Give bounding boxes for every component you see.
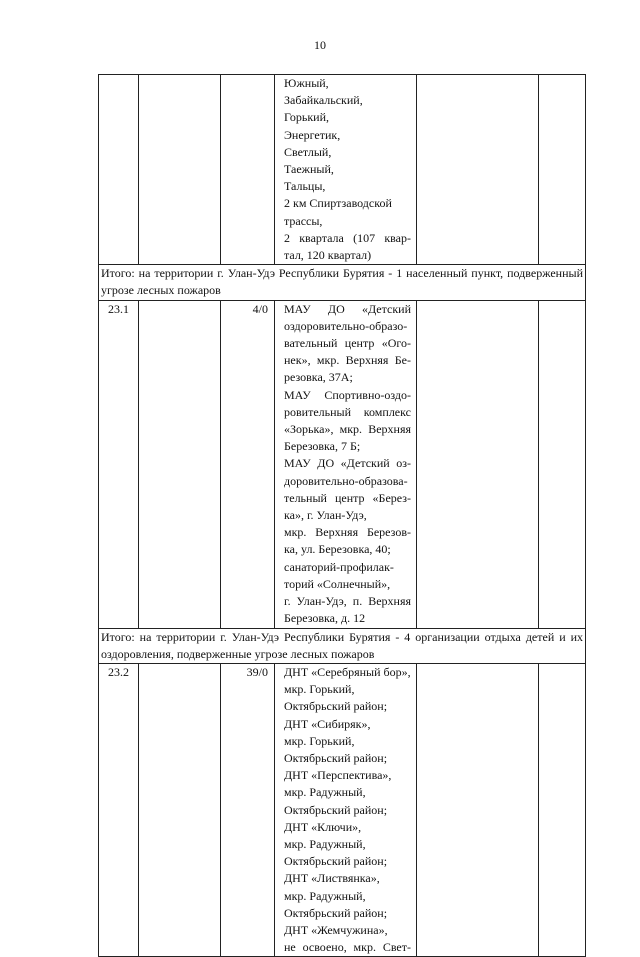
text-line: ка, ул. Березовка, 40; — [284, 542, 391, 557]
data-table — [98, 74, 586, 957]
text-line: ДНТ «Сибиряк», — [284, 716, 371, 731]
empty-cell — [417, 663, 539, 956]
row-number-cell: 23.1 — [99, 300, 139, 628]
text-line: мкр. Радужный, — [284, 836, 366, 851]
text-line: ДНТ «Перспектива», — [284, 768, 392, 783]
text-line: тельный центр «Берез- — [284, 490, 411, 505]
text-line: Октябрьский район; — [284, 699, 388, 714]
text-line: МАУ ДО «Детский оз- — [284, 456, 411, 471]
summary-row — [99, 628, 586, 663]
text-line: Березовка, 7 Б; — [284, 439, 361, 454]
text-line: ДНТ «Серебряный бор», — [284, 664, 411, 679]
text-line: не освоено, мкр. Свет- — [284, 940, 411, 955]
text-line: ДНТ «Жемчужина», — [284, 922, 388, 937]
text-line: тал, 120 квартал) — [284, 248, 372, 263]
text-line: мкр. Радужный, — [284, 888, 366, 903]
text-line: Южный, — [284, 76, 329, 90]
empty-cell — [139, 75, 221, 265]
text-line: мкр. Радужный, — [284, 785, 366, 800]
count-cell: 4/0 — [221, 300, 275, 628]
text-line: Октябрьский район; — [284, 802, 388, 817]
text-line: мкр. Горький, — [284, 733, 355, 748]
text-line: нек», мкр. Верхняя Бе- — [284, 353, 411, 368]
text-line: Октябрьский район; — [284, 854, 388, 869]
text-line: Березовка, д. 12 — [284, 611, 366, 626]
text-line: ДНТ «Ключи», — [284, 819, 362, 834]
text-line: ровительный комплекс — [284, 404, 411, 419]
text-line: МАУ ДО «Детский — [284, 301, 411, 316]
text-line: Таежный, — [284, 162, 334, 177]
row-number-cell — [99, 75, 139, 265]
text-line: ДНТ «Листвянка», — [284, 871, 380, 886]
text-line: санаторий-профилак- — [284, 559, 394, 574]
empty-cell — [539, 300, 586, 628]
text-line: оздоровительно-образо- — [284, 318, 408, 333]
text-line: трассы, — [284, 213, 323, 228]
text-line: мкр. Верхняя Березов- — [284, 525, 411, 540]
summary-text: Итого: на территории г. Улан-Удэ Республики Бурятия - 1 населенный пункт, подверженный угрозе лесных пожаров — [99, 265, 586, 300]
table-row — [99, 300, 586, 628]
empty-cell — [139, 663, 221, 956]
objects-cell — [275, 663, 417, 956]
text-line: мкр. Горький, — [284, 682, 355, 697]
empty-cell — [417, 75, 539, 265]
count-cell — [221, 75, 275, 265]
text-line: Энергетик, — [284, 127, 341, 142]
text-line: Забайкальский, — [284, 93, 363, 108]
table-row — [99, 75, 586, 265]
page-number: 10 — [314, 38, 326, 52]
text-line: резовка, 37А; — [284, 370, 353, 385]
empty-cell — [417, 300, 539, 628]
text-line: ка», г. Улан-Удэ, — [284, 508, 367, 523]
text-line: Светлый, — [284, 144, 332, 159]
objects-cell — [275, 300, 417, 628]
text-line: 2 квартала (107 квар- — [284, 230, 411, 245]
text-line: Октябрьский район; — [284, 905, 388, 920]
objects-cell — [275, 75, 417, 265]
text-line: торий «Солнечный», — [284, 576, 391, 591]
empty-cell — [139, 300, 221, 628]
row-number-cell: 23.2 — [99, 663, 139, 956]
text-line: Тальцы, — [284, 179, 326, 194]
text-line: вательный центр «Ого- — [284, 336, 411, 351]
text-line: «Зорька», мкр. Верхняя — [284, 422, 411, 437]
empty-cell — [539, 663, 586, 956]
empty-cell — [539, 75, 586, 265]
text-line: Горький, — [284, 110, 330, 125]
summary-text: Итого: на территории г. Улан-Удэ Республики Бурятия - 4 организации отдыха детей и их оздоровления, подверженные угрозе лесных пожаров — [99, 628, 586, 663]
text-line: г. Улан-Удэ, п. Верхняя — [284, 594, 411, 609]
count-cell: 39/0 — [221, 663, 275, 956]
text-line: МАУ Спортивно-оздо- — [284, 387, 411, 402]
summary-row — [99, 265, 586, 300]
text-line: 2 км Спиртзаводской — [284, 196, 392, 211]
text-line: доровительно-образова- — [284, 473, 408, 488]
text-line: Октябрьский район; — [284, 750, 388, 765]
table-row — [99, 663, 586, 956]
